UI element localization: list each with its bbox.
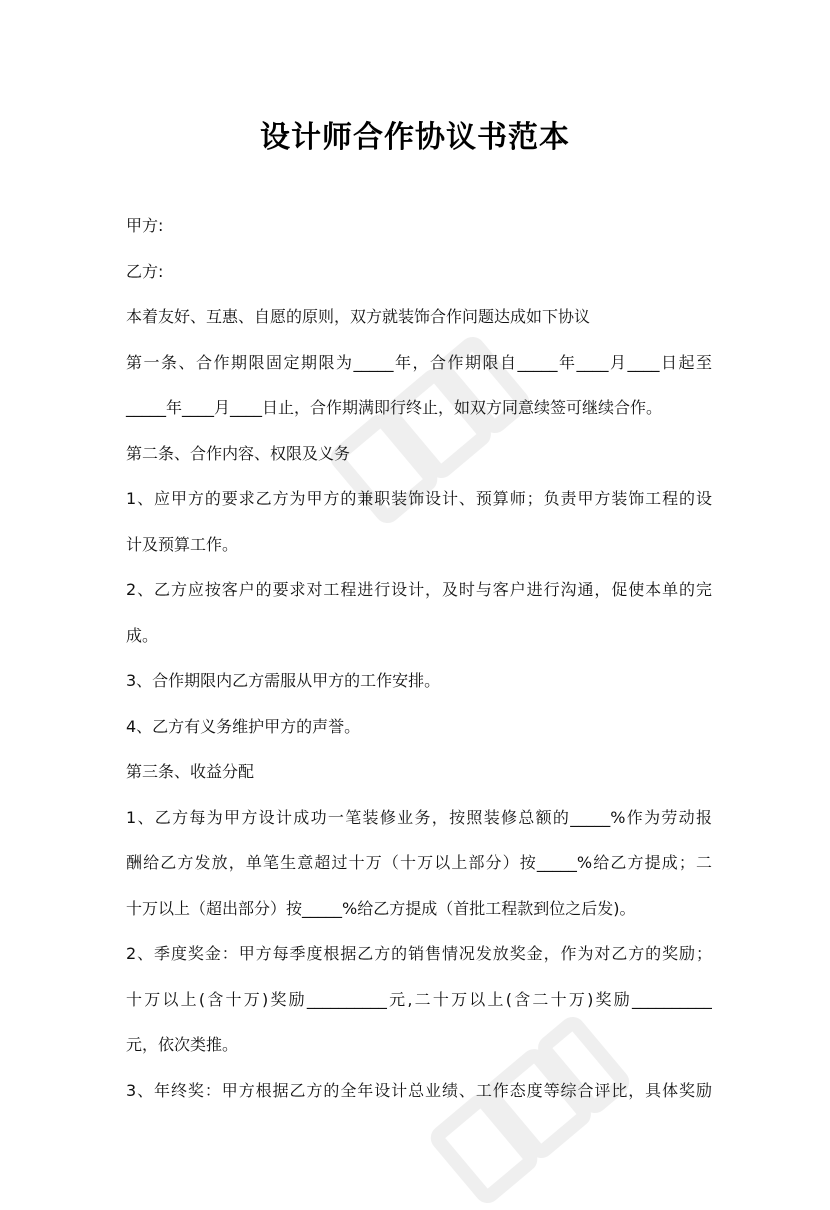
article-2-item-1-line-1: 1、应甲方的要求乙方为甲方的兼职装饰设计、预算师；负责甲方装饰工程的设: [126, 489, 712, 508]
party-a-line: 甲方:: [126, 216, 164, 235]
article-3-item-2-line-2: 十万以上(含十万)奖励__________元,二十万以上(含二十万)奖励__________: [126, 989, 712, 1009]
article-1-line-1: 第一条、合作期限固定期限为_____年，合作期限自_____年____月____日起至: [126, 352, 712, 372]
article-2-heading: 第二条、合作内容、权限及义务: [126, 443, 351, 463]
article-2-item-1-line-2: 计及预算工作。: [126, 534, 239, 554]
article-3-item-1-line-2: 酬给乙方发放，单笔生意超过十万（十万以上部分）按_____%给乙方提成；二: [126, 853, 712, 872]
article-3-item-2-line-3: 元，依次类推。: [126, 1035, 239, 1054]
article-2-item-3: 3、合作期限内乙方需服从甲方的工作安排。: [126, 671, 441, 690]
preamble-line: 本着友好、互惠、自愿的原则，双方就装饰合作问题达成如下协议: [126, 307, 591, 326]
article-2-item-2-line-2: 成。: [126, 625, 159, 645]
article-1-line-2: _____年____月____日止，合作期满即行终止，如双方同意续签可继续合作。: [126, 398, 663, 417]
article-2-item-2-line-1: 2、乙方应按客户的要求对工程进行设计，及时与客户进行沟通，促使本单的完: [126, 580, 712, 599]
article-2-item-4: 4、乙方有义务维护甲方的声誉。: [126, 716, 361, 736]
document-title: 设计师合作协议书范本: [260, 120, 570, 155]
article-3-heading: 第三条、收益分配: [126, 762, 255, 781]
article-3-item-1-line-3: 十万以上（超出部分）按_____%给乙方提成（首批工程款到位之后发)。: [126, 898, 636, 918]
article-3-item-2-line-1: 2、季度奖金：甲方每季度根据乙方的销售情况发放奖金，作为对乙方的奖励；: [126, 944, 712, 963]
document-body: [126, 216, 712, 1126]
article-3-item-1-line-1: 1、乙方每为甲方设计成功一笔装修业务，按照装修总额的_____%作为劳动报: [126, 807, 712, 827]
party-b-line: 乙方:: [126, 261, 164, 281]
article-3-item-3-line-1: 3、年终奖：甲方根据乙方的全年设计总业绩、工作态度等综合评比，具体奖励: [126, 1080, 712, 1100]
